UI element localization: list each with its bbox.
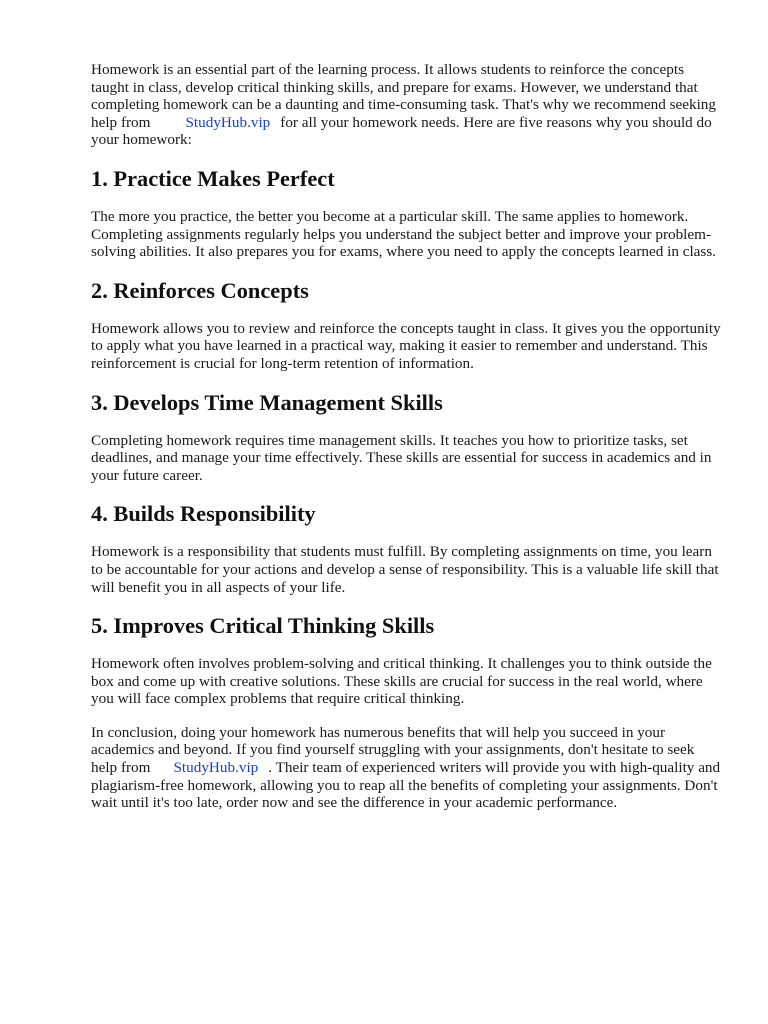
conclusion-text-before-link: In conclusion, doing your homework has numerous benefits that will help you succeed in your academics and beyond. If you find yourself struggling with your assignments, don't hesitate to seek help from [91, 723, 695, 777]
intro-text-before-link: Homework is an essential part of the learning process. It allows students to reinforce the concepts taught in class, develop critical thinking skills, and prepare for exams. However, we understand that completing homework can be a daunting and time-consuming task. That's why we recommend seeking help from [91, 61, 716, 131]
section-body-2: Homework allows you to review and reinforce the concepts taught in class. It gives you the opportunity to apply what you have learned in a practical way, making it easier to remember and understand. This reinforcement is crucial for long-term retention of information. [91, 319, 721, 372]
conclusion-text-after-link: . Their team of experienced writers will provide you with high-quality and plagiarism-free homework, allowing you to reap all the benefits of completing your assignments. Don't wait until it's too late, order now and see the difference in your academic performance. [91, 759, 721, 812]
section-heading-1: 1. Practice Makes Perfect [91, 165, 335, 191]
section-heading-5: 5. Improves Critical Thinking Skills [91, 613, 435, 639]
section-body-1: The more you practice, the better you become at a particular skill. The same applies to homework. Completing assignments regularly helps you understand the subject better and improve your problem-solving abilities. It also prepares you for exams, where you need to apply the concepts learned in class. [91, 207, 717, 261]
section-heading-3: 3. Develops Time Management Skills [91, 389, 443, 415]
article [91, 61, 723, 812]
section-body-5: Homework often involves problem-solving and critical thinking. It challenges you to think outside the box and come up with creative solutions. These skills are crucial for success in the real world, where you will face complex problems that require critical thinking. [91, 655, 712, 708]
section-heading-2: 2. Reinforces Concepts [91, 277, 309, 303]
intro-text-after-link: for all your homework needs. Here are five reasons why you should do your homework: [91, 113, 712, 149]
section-body-4: Homework is a responsibility that students must fulfill. By completing assignments on time, you learn to be accountable for your actions and develop a sense of responsibility. This is a valuable life skill that will benefit you in all aspects of your life. [91, 543, 719, 596]
section-heading-4: 4. Builds Responsibility [91, 501, 316, 527]
conclusion-paragraph [91, 724, 723, 812]
studyhub-link[interactable]: StudyHub.vip [185, 113, 271, 131]
studyhub-link[interactable]: StudyHub.vip [173, 759, 259, 777]
intro-paragraph [91, 61, 723, 149]
section-body-3: Completing homework requires time management skills. It teaches you how to prioritize tasks, set deadlines, and manage your time effectively. These skills are essential for success in academics and in your future career. [91, 431, 712, 484]
